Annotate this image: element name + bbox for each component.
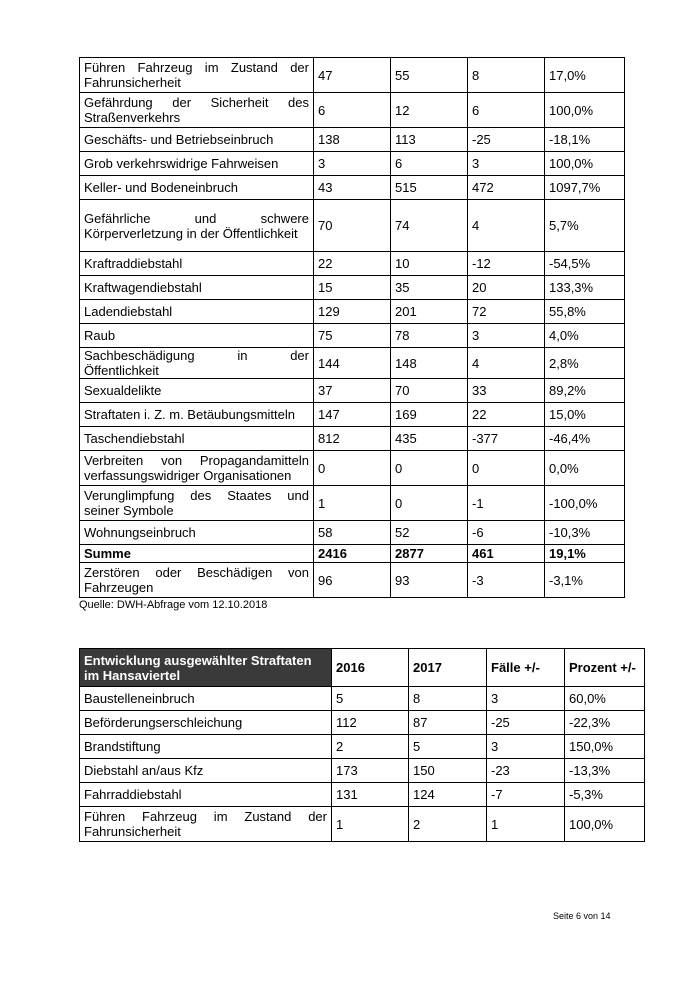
value-percent: -18,1% xyxy=(545,128,625,152)
table-row xyxy=(80,521,625,545)
value-percent: 150,0% xyxy=(565,735,645,759)
value-2017: 35 xyxy=(391,276,468,300)
table-header-row xyxy=(80,649,645,687)
table-row xyxy=(80,324,625,348)
value-2017: 87 xyxy=(409,711,487,735)
row-label: Verunglimpfung des Staates und seiner Symbole xyxy=(80,486,314,521)
table-title: Entwicklung ausgewählter Straftaten im Hansaviertel xyxy=(80,649,332,687)
value-percent: 133,3% xyxy=(545,276,625,300)
crime-statistics-table-continued xyxy=(79,57,625,598)
value-diff: 3 xyxy=(487,735,565,759)
value-diff: 4 xyxy=(468,348,545,379)
value-2016: 58 xyxy=(314,521,391,545)
value-2017: 201 xyxy=(391,300,468,324)
value-2016: 37 xyxy=(314,379,391,403)
value-percent: 55,8% xyxy=(545,300,625,324)
row-label: Raub xyxy=(80,324,314,348)
table-row xyxy=(80,807,645,842)
value-diff: 3 xyxy=(487,687,565,711)
value-2016: 2416 xyxy=(314,545,391,563)
row-label: Beförderungserschleichung xyxy=(80,711,332,735)
table-row xyxy=(80,451,625,486)
value-percent: -100,0% xyxy=(545,486,625,521)
table-row xyxy=(80,711,645,735)
value-percent: -54,5% xyxy=(545,252,625,276)
row-label: Keller- und Bodeneinbruch xyxy=(80,176,314,200)
value-2016: 43 xyxy=(314,176,391,200)
value-2016: 138 xyxy=(314,128,391,152)
table-row xyxy=(80,276,625,300)
value-2017: 6 xyxy=(391,152,468,176)
row-label: Führen Fahrzeug im Zustand der Fahrunsicherheit xyxy=(80,58,314,93)
value-2016: 75 xyxy=(314,324,391,348)
table-row xyxy=(80,735,645,759)
value-2017: 52 xyxy=(391,521,468,545)
value-diff: 0 xyxy=(468,451,545,486)
table-row xyxy=(80,58,625,93)
table-row xyxy=(80,486,625,521)
row-label: Summe xyxy=(80,545,314,563)
value-2016: 96 xyxy=(314,563,391,598)
column-header-percent: Prozent +/- xyxy=(565,649,645,687)
value-diff: -23 xyxy=(487,759,565,783)
row-label: Kraftraddiebstahl xyxy=(80,252,314,276)
value-2016: 812 xyxy=(314,427,391,451)
value-diff: -25 xyxy=(468,128,545,152)
table-row xyxy=(80,759,645,783)
value-diff: 461 xyxy=(468,545,545,563)
sum-row xyxy=(80,545,625,563)
value-2016: 1 xyxy=(332,807,409,842)
value-diff: -3 xyxy=(468,563,545,598)
value-percent: 100,0% xyxy=(565,807,645,842)
row-label: Wohnungseinbruch xyxy=(80,521,314,545)
value-2016: 144 xyxy=(314,348,391,379)
value-percent: 5,7% xyxy=(545,200,625,252)
value-2016: 147 xyxy=(314,403,391,427)
page-number: Seite 6 von 14 xyxy=(553,911,611,921)
table-row xyxy=(80,379,625,403)
value-diff: -1 xyxy=(468,486,545,521)
value-diff: 472 xyxy=(468,176,545,200)
value-2017: 10 xyxy=(391,252,468,276)
column-header-2017: 2017 xyxy=(409,649,487,687)
row-label: Gefährdung der Sicherheit des Straßenverkehrs xyxy=(80,93,314,128)
row-label: Ladendiebstahl xyxy=(80,300,314,324)
row-label: Brandstiftung xyxy=(80,735,332,759)
value-diff: -377 xyxy=(468,427,545,451)
value-diff: 6 xyxy=(468,93,545,128)
value-2016: 5 xyxy=(332,687,409,711)
value-2017: 70 xyxy=(391,379,468,403)
column-header-2016: 2016 xyxy=(332,649,409,687)
row-label: Kraftwagendiebstahl xyxy=(80,276,314,300)
value-percent: 1097,7% xyxy=(545,176,625,200)
value-diff: -7 xyxy=(487,783,565,807)
value-diff: -6 xyxy=(468,521,545,545)
row-label: Zerstören oder Beschädigen von Fahrzeugen xyxy=(80,563,314,598)
value-percent: 0,0% xyxy=(545,451,625,486)
row-label: Straftaten i. Z. m. Betäubungsmitteln xyxy=(80,403,314,427)
value-2017: 2877 xyxy=(391,545,468,563)
row-label: Sexualdelikte xyxy=(80,379,314,403)
value-2017: 0 xyxy=(391,451,468,486)
value-diff: -25 xyxy=(487,711,565,735)
value-2017: 12 xyxy=(391,93,468,128)
value-2017: 0 xyxy=(391,486,468,521)
value-percent: -46,4% xyxy=(545,427,625,451)
value-percent: -3,1% xyxy=(545,563,625,598)
value-percent: 100,0% xyxy=(545,93,625,128)
value-2016: 112 xyxy=(332,711,409,735)
value-2017: 148 xyxy=(391,348,468,379)
value-2016: 0 xyxy=(314,451,391,486)
value-percent: 60,0% xyxy=(565,687,645,711)
value-2017: 74 xyxy=(391,200,468,252)
row-label: Fahrraddiebstahl xyxy=(80,783,332,807)
value-percent: 2,8% xyxy=(545,348,625,379)
value-2017: 515 xyxy=(391,176,468,200)
table-row xyxy=(80,200,625,252)
row-label: Verbreiten von Propagandamitteln verfassungswidriger Organisationen xyxy=(80,451,314,486)
table-row xyxy=(80,563,625,598)
value-2017: 93 xyxy=(391,563,468,598)
table-row xyxy=(80,427,625,451)
value-diff: 3 xyxy=(468,152,545,176)
table-row xyxy=(80,687,645,711)
value-2016: 1 xyxy=(314,486,391,521)
value-percent: 17,0% xyxy=(545,58,625,93)
value-diff: 20 xyxy=(468,276,545,300)
row-label: Diebstahl an/aus Kfz xyxy=(80,759,332,783)
value-percent: 100,0% xyxy=(545,152,625,176)
value-diff: -12 xyxy=(468,252,545,276)
value-2016: 3 xyxy=(314,152,391,176)
value-2016: 131 xyxy=(332,783,409,807)
row-label: Führen Fahrzeug im Zustand der Fahrunsicherheit xyxy=(80,807,332,842)
table-row xyxy=(80,176,625,200)
value-diff: 3 xyxy=(468,324,545,348)
value-percent: 89,2% xyxy=(545,379,625,403)
value-percent: -5,3% xyxy=(565,783,645,807)
table-row xyxy=(80,152,625,176)
value-percent: -10,3% xyxy=(545,521,625,545)
value-2017: 8 xyxy=(409,687,487,711)
value-2016: 22 xyxy=(314,252,391,276)
value-2017: 435 xyxy=(391,427,468,451)
value-2017: 124 xyxy=(409,783,487,807)
source-note: Quelle: DWH-Abfrage vom 12.10.2018 xyxy=(79,599,268,611)
table-row xyxy=(80,348,625,379)
value-2017: 169 xyxy=(391,403,468,427)
row-label: Grob verkehrswidrige Fahrweisen xyxy=(80,152,314,176)
value-2017: 150 xyxy=(409,759,487,783)
value-2016: 15 xyxy=(314,276,391,300)
value-2017: 78 xyxy=(391,324,468,348)
value-percent: 19,1% xyxy=(545,545,625,563)
column-header-diff: Fälle +/- xyxy=(487,649,565,687)
value-diff: 33 xyxy=(468,379,545,403)
table-row xyxy=(80,783,645,807)
value-2016: 47 xyxy=(314,58,391,93)
row-label: Taschendiebstahl xyxy=(80,427,314,451)
value-2016: 2 xyxy=(332,735,409,759)
hansaviertel-crime-table xyxy=(79,648,645,842)
value-diff: 22 xyxy=(468,403,545,427)
value-2016: 70 xyxy=(314,200,391,252)
table-row xyxy=(80,93,625,128)
row-label: Geschäfts- und Betriebseinbruch xyxy=(80,128,314,152)
row-label: Baustelleneinbruch xyxy=(80,687,332,711)
row-label: Gefährliche und schwere Körperverletzung in der Öffentlichkeit xyxy=(80,200,314,252)
value-percent: -13,3% xyxy=(565,759,645,783)
value-diff: 4 xyxy=(468,200,545,252)
value-2017: 55 xyxy=(391,58,468,93)
value-diff: 8 xyxy=(468,58,545,93)
value-percent: 4,0% xyxy=(545,324,625,348)
value-2016: 6 xyxy=(314,93,391,128)
value-2017: 5 xyxy=(409,735,487,759)
table-row xyxy=(80,300,625,324)
value-diff: 72 xyxy=(468,300,545,324)
table-row xyxy=(80,252,625,276)
value-diff: 1 xyxy=(487,807,565,842)
value-2017: 113 xyxy=(391,128,468,152)
value-2016: 173 xyxy=(332,759,409,783)
value-percent: -22,3% xyxy=(565,711,645,735)
table-row xyxy=(80,403,625,427)
value-2017: 2 xyxy=(409,807,487,842)
value-2016: 129 xyxy=(314,300,391,324)
table-row xyxy=(80,128,625,152)
row-label: Sachbeschädigung in der Öffentlichkeit xyxy=(80,348,314,379)
value-percent: 15,0% xyxy=(545,403,625,427)
